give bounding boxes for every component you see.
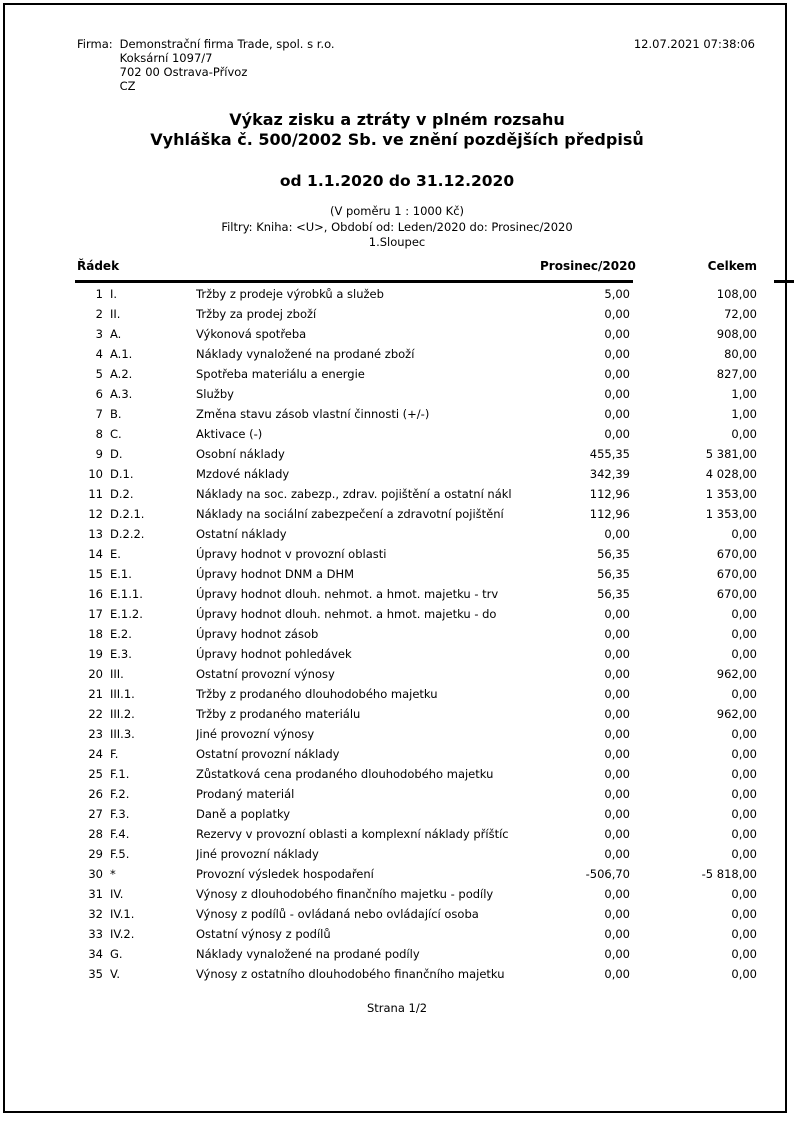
table-row [75, 964, 757, 984]
row-value-celkem: 1,00 [731, 407, 757, 421]
row-code: III.3. [110, 727, 135, 741]
row-number: 31 [88, 887, 103, 901]
row-code: E.3. [110, 647, 132, 661]
row-number: 8 [95, 427, 103, 441]
row-value-prosinec: 56,35 [597, 547, 630, 561]
table-row [75, 684, 757, 704]
table-row [75, 444, 757, 464]
table-row [75, 304, 757, 324]
row-number: 34 [88, 947, 103, 961]
row-label: Aktivace (-) [196, 427, 263, 441]
table-row [75, 404, 757, 424]
ratio-note: (V poměru 1 : 1000 Kč) [329, 204, 465, 218]
row-value-prosinec: 0,00 [604, 427, 630, 441]
row-label: Výnosy z podílů - ovládaná nebo ovládající osoba [196, 907, 479, 921]
row-code: IV.1. [110, 907, 135, 921]
row-value-prosinec: 0,00 [604, 727, 630, 741]
row-value-celkem: 1 353,00 [705, 507, 757, 521]
row-label: Ostatní náklady [196, 527, 287, 541]
row-number: 1 [95, 287, 103, 301]
row-code: E.1. [110, 567, 132, 581]
row-label: Výnosy z dlouhodobého finančního majetku - podíly [196, 887, 494, 901]
row-number: 15 [88, 567, 103, 581]
row-label: Náklady vynaložené na prodané podíly [196, 947, 420, 961]
table-row [75, 324, 757, 344]
company-address [120, 37, 335, 93]
row-code: III.1. [110, 687, 135, 701]
row-number: 23 [88, 727, 103, 741]
company-address-line3: CZ [119, 79, 136, 93]
table-row [75, 704, 757, 724]
row-value-celkem: 670,00 [716, 587, 757, 601]
company-address-line1: Koksární 1097/7 [119, 51, 213, 65]
table-row [75, 644, 757, 664]
row-number: 6 [95, 387, 103, 401]
row-number: 10 [88, 467, 103, 481]
row-number: 4 [95, 347, 103, 361]
table-row [75, 764, 757, 784]
row-value-celkem: 108,00 [716, 287, 757, 301]
row-value-celkem: 0,00 [731, 607, 757, 621]
row-value-prosinec: 455,35 [589, 447, 630, 461]
row-code: F. [110, 747, 119, 761]
row-value-celkem: 827,00 [716, 367, 757, 381]
row-value-prosinec: 0,00 [604, 627, 630, 641]
header-radek: Řádek [77, 259, 120, 273]
row-number: 22 [88, 707, 103, 721]
row-label: Úpravy hodnot dlouh. nehmot. a hmot. majetku - do [196, 607, 497, 621]
table-row [75, 564, 757, 584]
table-row [75, 804, 757, 824]
row-value-celkem: 0,00 [731, 887, 757, 901]
row-value-celkem: 0,00 [731, 787, 757, 801]
row-value-prosinec: 0,00 [604, 947, 630, 961]
row-value-prosinec: 112,96 [589, 507, 630, 521]
row-label: Provozní výsledek hospodaření [196, 867, 374, 881]
row-value-prosinec: -506,70 [585, 867, 630, 881]
row-value-celkem: 670,00 [716, 567, 757, 581]
row-value-prosinec: 0,00 [604, 327, 630, 341]
row-code: F.1. [110, 767, 130, 781]
row-value-prosinec: 0,00 [604, 787, 630, 801]
row-value-prosinec: 0,00 [604, 647, 630, 661]
table-row [75, 424, 757, 444]
row-label: Úpravy hodnot DNM a DHM [196, 567, 355, 581]
row-code: A.2. [110, 367, 133, 381]
row-code: D. [110, 447, 123, 461]
print-timestamp: 12.07.2021 07:38:06 [633, 37, 755, 51]
table-row [75, 364, 757, 384]
table-row [75, 924, 757, 944]
row-code: I. [110, 287, 118, 301]
row-value-celkem: 0,00 [731, 967, 757, 981]
header-prosinec: Prosinec/2020 [540, 259, 636, 273]
row-value-prosinec: 0,00 [604, 887, 630, 901]
row-code: F.5. [110, 847, 130, 861]
row-code: IV. [110, 887, 124, 901]
table-header-row [75, 259, 757, 278]
row-value-celkem: 0,00 [731, 807, 757, 821]
row-number: 30 [88, 867, 103, 881]
firma-label: Firma: [77, 37, 113, 51]
table-row [75, 504, 757, 524]
row-value-prosinec: 0,00 [604, 927, 630, 941]
page-footer: Strana 1/2 [366, 1001, 428, 1015]
row-value-celkem: 0,00 [731, 847, 757, 861]
table-row [75, 584, 757, 604]
row-code: E.1.1. [110, 587, 143, 601]
row-label: Tržby z prodeje výrobků a služeb [196, 287, 384, 301]
row-number: 28 [88, 827, 103, 841]
row-value-prosinec: 0,00 [604, 847, 630, 861]
header-rule-left [75, 280, 633, 283]
row-code: D.1. [110, 467, 134, 481]
row-label: Zůstatková cena prodaného dlouhodobého majetku [196, 767, 494, 781]
row-value-celkem: 80,00 [724, 347, 757, 361]
row-value-celkem: 1,00 [731, 387, 757, 401]
row-value-prosinec: 5,00 [604, 287, 630, 301]
report-notes [0, 204, 794, 251]
row-label: Výnosy z ostatního dlouhodobého finančního majetku [196, 967, 505, 981]
row-label: Tržby za prodej zboží [196, 307, 317, 321]
row-number: 19 [88, 647, 103, 661]
row-label: Náklady na sociální zabezpečení a zdravotní pojištění [196, 507, 504, 521]
company-name: Demonstrační firma Trade, spol. s r.o. [119, 37, 335, 51]
filters-note: Filtry: Kniha: <U>, Období od: Leden/2020 do: Prosinec/2020 [221, 219, 573, 234]
table-row [75, 884, 757, 904]
table-row [75, 744, 757, 764]
table-row [75, 464, 757, 484]
row-number: 18 [88, 627, 103, 641]
row-label: Služby [196, 387, 234, 401]
row-value-celkem: 0,00 [731, 927, 757, 941]
table-row [75, 284, 757, 304]
row-value-celkem: 72,00 [724, 307, 757, 321]
row-number: 25 [88, 767, 103, 781]
company-address-line2: 702 00 Ostrava-Přívoz [119, 65, 248, 79]
row-number: 20 [88, 667, 103, 681]
table-row [75, 624, 757, 644]
row-value-celkem: 0,00 [731, 827, 757, 841]
row-value-celkem: 962,00 [716, 707, 757, 721]
row-value-prosinec: 0,00 [604, 667, 630, 681]
row-value-prosinec: 112,96 [589, 487, 630, 501]
table-row [75, 384, 757, 404]
row-number: 3 [95, 327, 103, 341]
row-number: 7 [95, 407, 103, 421]
row-value-celkem: -5 818,00 [701, 867, 757, 881]
row-label: Ostatní výnosy z podílů [196, 927, 331, 941]
row-code: III.2. [110, 707, 135, 721]
row-code: F.4. [110, 827, 130, 841]
row-number: 13 [88, 527, 103, 541]
row-value-prosinec: 0,00 [604, 807, 630, 821]
row-label: Prodaný materiál [196, 787, 295, 801]
report-table [75, 259, 757, 981]
row-value-prosinec: 0,00 [604, 527, 630, 541]
row-value-prosinec: 0,00 [604, 607, 630, 621]
row-value-prosinec: 0,00 [604, 387, 630, 401]
row-value-celkem: 1 353,00 [705, 487, 757, 501]
row-value-prosinec: 0,00 [604, 367, 630, 381]
row-code: B. [110, 407, 122, 421]
row-code: E. [110, 547, 121, 561]
row-value-celkem: 0,00 [731, 647, 757, 661]
row-number: 24 [88, 747, 103, 761]
table-row [75, 784, 757, 804]
row-number: 17 [88, 607, 103, 621]
header-celkem: Celkem [707, 259, 757, 273]
row-value-prosinec: 0,00 [604, 707, 630, 721]
row-number: 14 [88, 547, 103, 561]
row-value-celkem: 5 381,00 [705, 447, 757, 461]
row-value-celkem: 908,00 [716, 327, 757, 341]
row-code: IV.2. [110, 927, 135, 941]
row-value-celkem: 0,00 [731, 747, 757, 761]
row-value-prosinec: 0,00 [604, 767, 630, 781]
row-code: A. [110, 327, 122, 341]
row-number: 12 [88, 507, 103, 521]
row-label: Náklady na soc. zabezp., zdrav. pojištění a ostatní nákl [196, 487, 512, 501]
row-label: Osobní náklady [196, 447, 285, 461]
table-row [75, 724, 757, 744]
row-number: 16 [88, 587, 103, 601]
row-code: C. [110, 427, 122, 441]
row-number: 11 [88, 487, 103, 501]
row-label: Úpravy hodnot pohledávek [196, 647, 352, 661]
row-code: F.2. [110, 787, 130, 801]
row-label: Úpravy hodnot dlouh. nehmot. a hmot. majetku - trv [196, 587, 499, 601]
report-title-line2: Vyhláška č. 500/2002 Sb. ve znění pozdějších předpisů [150, 129, 644, 149]
row-label: Výkonová spotřeba [196, 327, 307, 341]
row-value-celkem: 0,00 [731, 947, 757, 961]
company-header [77, 37, 335, 93]
row-value-prosinec: 342,39 [589, 467, 630, 481]
row-number: 33 [88, 927, 103, 941]
row-number: 35 [88, 967, 103, 981]
row-code: D.2. [110, 487, 134, 501]
report-title-line1: Výkaz zisku a ztráty v plném rozsahu [229, 110, 565, 129]
column-note: 1.Sloupec [368, 235, 426, 250]
row-label: Mzdové náklady [196, 467, 290, 481]
row-value-celkem: 0,00 [731, 767, 757, 781]
row-code: G. [110, 947, 123, 961]
table-row [75, 344, 757, 364]
row-label: Změna stavu zásob vlastní činnosti (+/-) [196, 407, 430, 421]
row-code: E.1.2. [110, 607, 143, 621]
row-number: 29 [88, 847, 103, 861]
row-value-celkem: 4 028,00 [705, 467, 757, 481]
row-number: 26 [88, 787, 103, 801]
table-row [75, 844, 757, 864]
row-label: Jiné provozní náklady [196, 847, 319, 861]
row-value-prosinec: 0,00 [604, 307, 630, 321]
row-value-prosinec: 0,00 [604, 827, 630, 841]
table-row [75, 484, 757, 504]
table-body [75, 284, 757, 984]
row-code: D.2.1. [110, 507, 145, 521]
row-code: F.3. [110, 807, 130, 821]
table-row [75, 524, 757, 544]
row-label: Rezervy v provozní oblasti a komplexní náklady příštíc [196, 827, 509, 841]
table-row [75, 904, 757, 924]
report-title [0, 110, 794, 149]
row-value-prosinec: 0,00 [604, 907, 630, 921]
table-row [75, 864, 757, 884]
row-label: Ostatní provozní výnosy [196, 667, 335, 681]
row-label: Úpravy hodnot v provozní oblasti [196, 547, 387, 561]
row-value-celkem: 0,00 [731, 627, 757, 641]
row-value-prosinec: 0,00 [604, 747, 630, 761]
row-label: Tržby z prodaného materiálu [196, 707, 361, 721]
row-code: A.3. [110, 387, 133, 401]
row-number: 32 [88, 907, 103, 921]
row-value-celkem: 0,00 [731, 527, 757, 541]
row-value-celkem: 0,00 [731, 427, 757, 441]
row-code: A.1. [110, 347, 133, 361]
report-period: od 1.1.2020 do 31.12.2020 [279, 172, 515, 190]
row-label: Náklady vynaložené na prodané zboží [196, 347, 415, 361]
row-number: 9 [95, 447, 103, 461]
row-number: 2 [95, 307, 103, 321]
row-value-celkem: 0,00 [731, 727, 757, 741]
row-number: 27 [88, 807, 103, 821]
row-number: 5 [95, 367, 103, 381]
row-number: 21 [88, 687, 103, 701]
row-code: II. [110, 307, 121, 321]
row-value-prosinec: 56,35 [597, 587, 630, 601]
row-value-prosinec: 0,00 [604, 347, 630, 361]
row-label: Úpravy hodnot zásob [196, 627, 319, 641]
row-value-celkem: 0,00 [731, 687, 757, 701]
row-label: Ostatní provozní náklady [196, 747, 340, 761]
row-label: Tržby z prodaného dlouhodobého majetku [196, 687, 438, 701]
row-label: Jiné provozní výnosy [196, 727, 315, 741]
row-value-celkem: 962,00 [716, 667, 757, 681]
row-value-celkem: 0,00 [731, 907, 757, 921]
table-row [75, 544, 757, 564]
row-value-prosinec: 0,00 [604, 407, 630, 421]
table-row [75, 824, 757, 844]
row-code: III. [110, 667, 124, 681]
header-rule-right [774, 280, 794, 283]
row-value-prosinec: 56,35 [597, 567, 630, 581]
row-label: Daně a poplatky [196, 807, 291, 821]
table-row [75, 604, 757, 624]
row-code: E.2. [110, 627, 132, 641]
row-code: V. [110, 967, 121, 981]
table-row [75, 664, 757, 684]
table-row [75, 944, 757, 964]
row-code: * [110, 867, 116, 881]
row-code: D.2.2. [110, 527, 145, 541]
row-value-celkem: 670,00 [716, 547, 757, 561]
row-value-prosinec: 0,00 [604, 687, 630, 701]
row-label: Spotřeba materiálu a energie [196, 367, 365, 381]
row-value-prosinec: 0,00 [604, 967, 630, 981]
